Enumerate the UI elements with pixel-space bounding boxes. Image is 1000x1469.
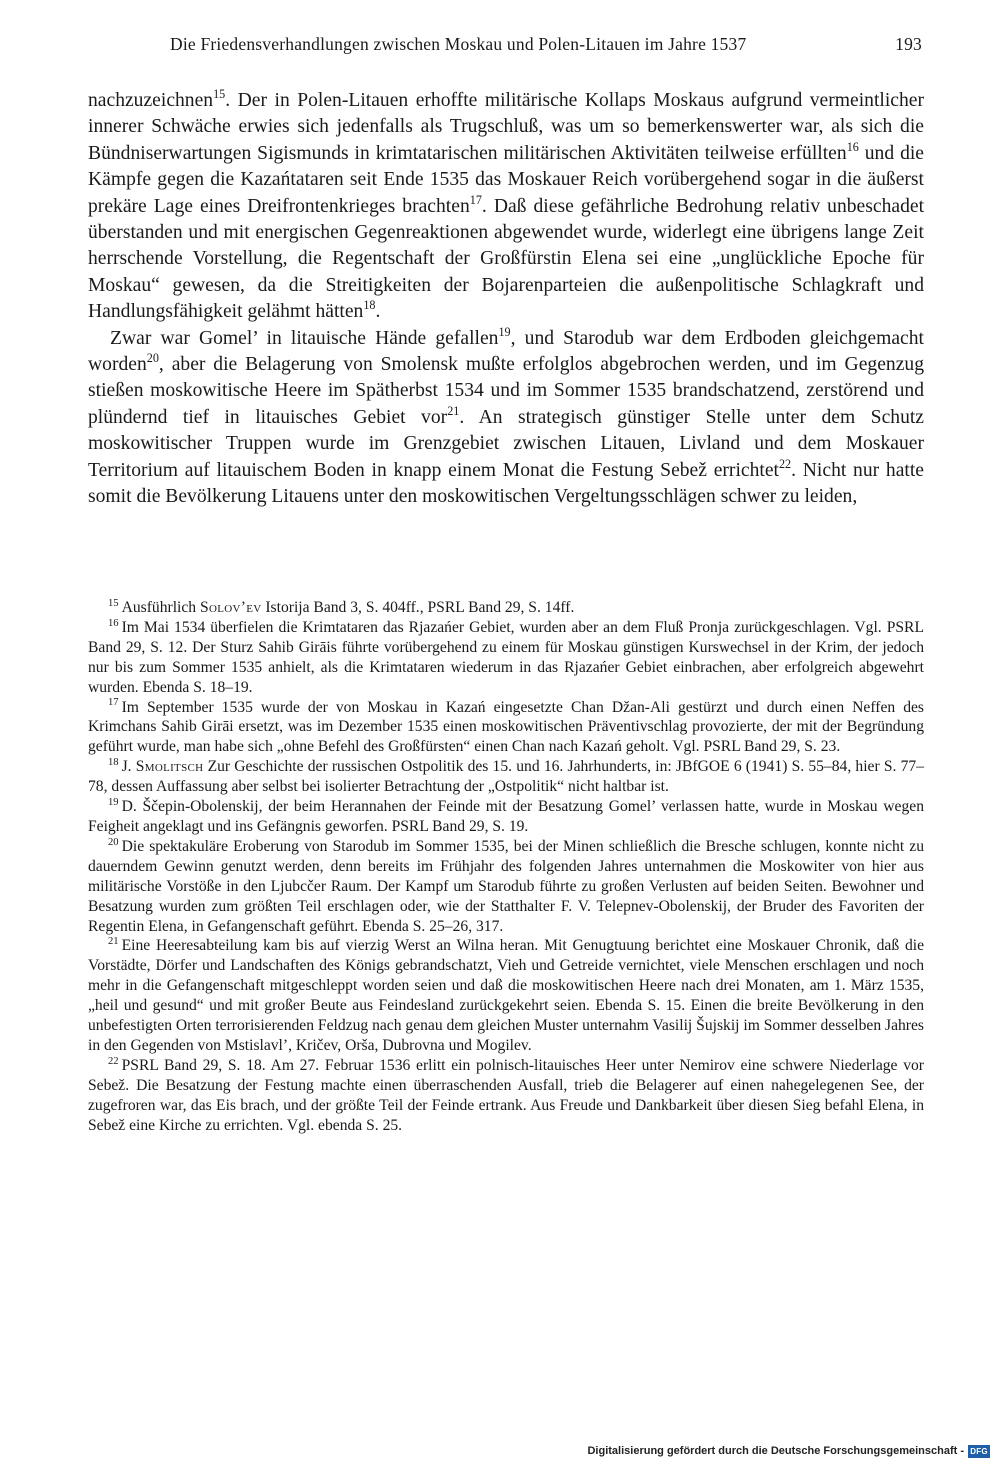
footnote-number: 22 [108, 1055, 119, 1067]
footnote-ref-17: 17 [469, 192, 482, 207]
footnote-text: Im Mai 1534 überfielen die Krimtataren das Rjazańer Gebiet, wurden aber an dem Fluß Pronja zurückgeschlagen. Vgl. PSRL Band 29, S. 12. Der Sturz Sahib Girāis führte vorübergehend zu einem für Moskau günstigen Kurswechsel in der Krim, der jedoch nur bis zum Sommer 1535 anhielt, als die Krimtataren wiederum in das Rjazańer Gebiet einbrachen, aber erfolgreich abgewehrt wurden. Ebenda S. 18–19. [88, 618, 924, 696]
footnote-number: 17 [108, 697, 119, 709]
text-run: . Der in Polen-Litauen erhoffte militärische Kollaps Moskaus aufgrund vermeintlicher innerer Schwäche erwies sich jedenfalls als Trugschluß, was um so bemerkenswerter war, als sich die Bündniserwartungen Sigismunds in krimtatarischen militärischen Aktivitäten teilweise erfüllten [88, 90, 924, 164]
footnote-22 [88, 1056, 924, 1136]
paragraph-1 [88, 88, 924, 326]
footnote-number: 19 [108, 796, 119, 808]
footnote-text: PSRL Band 29, S. 18. Am 27. Februar 1536 erlitt ein polnisch-litauisches Heer unter Nemirov eine schwere Niederlage vor Sebež. Die Besatzung der Festung machte einen überraschenden Ausfall, trieb die Belagerer auf einen nahegelegenen See, der zugefroren war, das Eis brach, und der größte Teil der Feinde ertrank. Aus Freude und Dankbarkeit über diesen Sieg befahl Elena, in Sebež eine Kirche zu errichten. Vgl. ebenda S. 25. [88, 1056, 924, 1134]
footnote-18 [88, 757, 924, 797]
footnote-17 [88, 698, 924, 758]
footnote-number: 21 [108, 936, 119, 948]
footnote-ref-15: 15 [213, 86, 226, 101]
dfg-logo-icon: DFG [968, 1445, 990, 1458]
footnote-ref-16: 16 [846, 139, 859, 154]
footnote-number: 15 [108, 597, 119, 609]
footnote-21 [88, 936, 924, 1055]
footnote-number: 16 [108, 617, 119, 629]
footnote-author: Solov’ev [199, 599, 262, 616]
text-run: . [375, 301, 381, 323]
footnote-text: Ausführlich [121, 599, 200, 616]
text-run: Zwar war Gomel’ in litauische Hände gefallen [110, 327, 499, 349]
footnote-15 [88, 598, 924, 618]
footnote-ref-22: 22 [778, 456, 792, 471]
footnote-19 [88, 797, 924, 837]
footnote-number: 20 [108, 836, 119, 848]
footnote-text: Die spektakuläre Eroberung von Starodub im Sommer 1535, bei der Minen schließlich die Bresche schlugen, konnte nicht zu dauerndem Gewinn genutzt werden, denn bereits im Frühjahr des folgenden Jahres unternahmen die Moskowiter von hier aus militärische Vorstöße in den Ljubcčer Raum. Der Kampf um Starodub führte zu großen Verlusten auf beiden Seiten. Bewohner und Besatzung wurden zum größten Teil erschlagen oder, wie der Statthalter F. V. Telepnev-Obolenskij, der Bruder des Favoriten der Regentin Elena, in Gefangenschaft geführt. Ebenda S. 25–26, 317. [88, 837, 924, 935]
credit-text: Digitalisierung gefördert durch die Deutsche Forschungsgemeinschaft - [587, 1445, 964, 1457]
footnote-text: Im September 1535 wurde der von Moskau in Kazań eingesetzte Chan Džan-Ali gestürzt und durch einen Neffen des Krimchans Sahib Girāi ersetzt, was im Dezember 1535 einen moskowitischen Präventivschlag provozierte, der mit der Begründung geführt wurde, man habe sich „ohne Befehl des Großfürsten“ einen Chan nach Kazań geholt. Vgl. PSRL Band 29, S. 23. [88, 698, 924, 756]
running-title: Die Friedensverhandlungen zwischen Moskau und Polen-Litauen im Jahre 1537 [170, 34, 747, 54]
footnotes [88, 598, 924, 1135]
footnote-ref-20: 20 [146, 350, 159, 365]
footnote-text: J. [121, 758, 136, 776]
footnote-ref-19: 19 [498, 324, 511, 339]
footnote-text: Istorija Band 3, S. 404ff., PSRL Band 29, S. 14ff. [261, 599, 575, 616]
running-header [170, 34, 922, 60]
footnote-author: Smolitsch [135, 758, 204, 776]
text-run: nachzuzeichnen [88, 90, 214, 111]
footnote-text: Eine Heeresabteilung kam bis auf vierzig Werst an Wilna heran. Mit Genugtuung berichtet eine Moskauer Chronik, daß die Vorstädte, Dörfer und Landschaften des Königs gebrandschatzt, Vieh und Getreide vernichtet, viele Menschen erschlagen und noch mehr in die Gefangenschaft mitgeschleppt worden seien und daß die moskowitischen Heere nach drei Monaten, am 1. März 1535, „heil und gesund“ und mit großer Beute aus Feindesland zurückgekehrt seien. Ebenda S. 15. Einen die breite Bevölkerung in den unbefestigten Orten terrorisierenden Feldzug nach genau dem gleichen Muster unternahm Vasilij Šujskij im Sommer desselben Jahres in den Gegenden von Mstislavl’, Kričev, Orša, Dubrovna und Mogilev. [88, 937, 924, 1054]
footnote-number: 18 [108, 757, 119, 769]
footnote-20 [88, 837, 924, 937]
footnote-16 [88, 618, 924, 698]
page-number: 193 [895, 34, 922, 54]
footnote-ref-18: 18 [363, 298, 376, 313]
paragraph-2 [88, 326, 924, 511]
footnote-ref-21: 21 [447, 403, 460, 418]
text-run: . Nicht nur hatte somit die Bevölkerung Litauens unter den moskowitischen Vergeltungsschlägen schwer zu leiden, [88, 459, 924, 508]
footnote-text: Zur Geschichte der russischen Ostpolitik des 15. und 16. Jahrhunderts, in: JBfGOE 6 (1941) S. 55–84, hier S. 77–78, dessen Auffassung aber selbst bei isolierter Betrachtung der „Ostpolitik“ nicht haltbar ist. [88, 758, 925, 796]
text-run: , aber die Belagerung von Smolensk mußte erfolglos abgebrochen werden, und im Gegenzug stießen moskowitische Heere im Spätherbst 1534 und im Sommer 1535 brandschatzend, zerstörend und plündernd tief in litauisches Gebiet vor [88, 354, 924, 428]
text-run: und die Kämpfe gegen die Kazańtataren seit Ende 1535 das Moskauer Reich vorübergehend sogar in die äußerst prekäre Lage eines Dreifrontenkrieges brachten [88, 142, 925, 217]
text-run: . Daß diese gefährliche Bedrohung relativ unbeschadet überstanden und mit energischen Gegenreaktionen abgewendet wurde, widerlegt eine übrigens lange Zeit herrschende Vorstellung, die Regentschaft der Großfürstin Elena sei eine „unglückliche Epoche für Moskau“ gewesen, da die Streitigkeiten der Bojarenparteien die außenpolitische Schlagkraft und Handlungsfähigkeit gelähmt hätten [88, 195, 925, 323]
text-run: . An strategisch günstiger Stelle unter dem Schutz moskowitischer Truppen wurde im Grenzgebiet zwischen Litauen, Livland und dem Moskauer Territorium auf litauischem Boden in knapp einem Monat die Festung Sebež errichtet [88, 406, 925, 481]
digitization-credit [587, 1440, 990, 1462]
text-run: , und Starodub war dem Erdboden gleichgemacht worden [88, 327, 924, 376]
footnote-text: D. Ščepin-Obolenskij, der beim Herannahen der Feinde mit der Besatzung Gomel’ verlassen hatte, wurde in Moskau wegen Feigheit angeklagt und ins Gefängnis geworfen. PSRL Band 29, S. 19. [88, 798, 924, 835]
main-text [88, 88, 924, 511]
